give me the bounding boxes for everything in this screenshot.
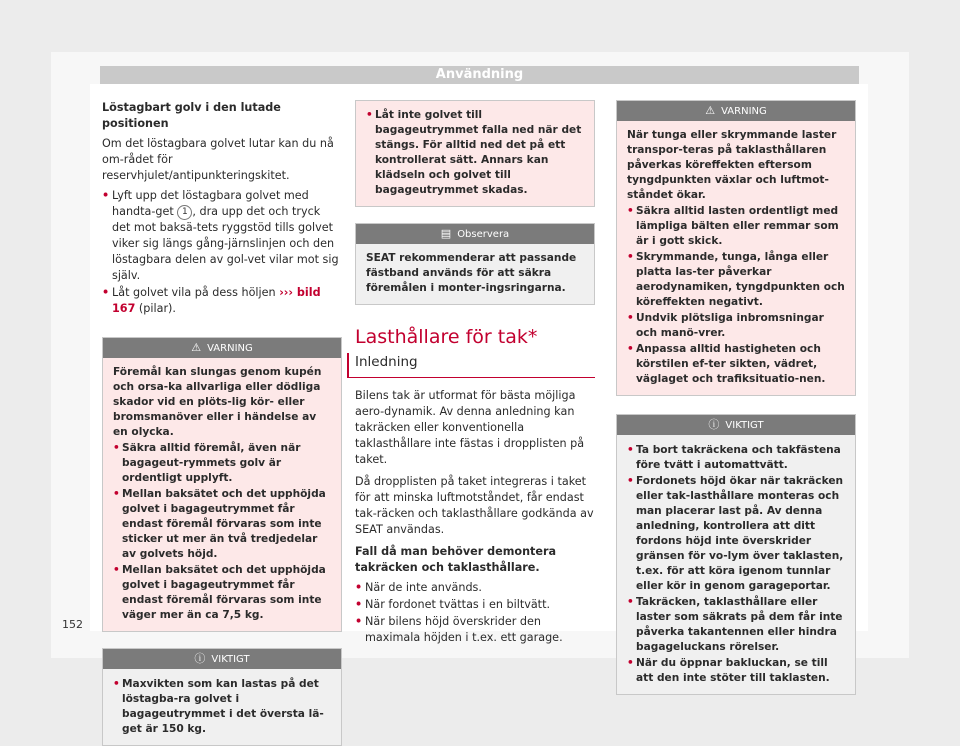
column-left — [102, 100, 342, 746]
important-box — [102, 648, 342, 746]
section-title: Lasthållare för tak* — [355, 326, 538, 348]
info-circle-icon: ⓘ — [194, 652, 206, 665]
info-circle-icon: ⓘ — [708, 418, 720, 431]
warning-bullet: • Mellan baksätet och det upphöjda golvet i bagageutrymmet får endast föremål förvaras som inte väger mer än ca 7,5 kg. — [113, 563, 331, 623]
list-item: • När de inte används. — [355, 580, 595, 596]
important-header — [103, 649, 341, 669]
step-text-after: (pilar). — [138, 302, 176, 315]
important-bullet: • Ta bort takräckena och takfästena före tvätt i automattvätt. — [627, 443, 845, 473]
warning-bullet: • Anpassa alltid hastigheten och körstilen ef-ter sikten, vädret, väglaget och trafiksituatio-nen. — [627, 342, 845, 387]
list-item: • När bilens höjd överskrider den maximala höjden i t.ex. ett garage. — [355, 614, 595, 646]
warning-triangle-icon: ⚠ — [191, 341, 202, 354]
page-header: Användning — [100, 66, 859, 84]
instruction-step-2 — [102, 285, 342, 317]
important-bullet: • När du öppnar bakluckan, se till att den inte stöter till taklasten. — [627, 656, 845, 686]
callout-number: 1 — [177, 205, 192, 220]
step-text-after: , dra upp det och tryck det mot baksä-tets ryggstöd tills golvet viker sig längs gång-järnslinjen och den löstagbara delen av gol-vet vilar mot sig själv. — [112, 205, 339, 282]
warning-title: VARNING — [721, 106, 767, 117]
important-box — [616, 414, 856, 695]
section-subtitle: Inledning — [347, 353, 595, 378]
warning-bullet: • Säkra alltid föremål, även när bagageut-rymmets golv är ordentligt upplyft. — [113, 441, 331, 486]
body-paragraph: Då dropplisten på taket integreras i taket för att minska luftmotståndet, får endast tak-räcken och taklasthållare godkända av SEAT användas. — [355, 475, 594, 536]
warning-box — [616, 100, 856, 396]
note-box — [355, 223, 595, 305]
column-right — [616, 100, 856, 695]
step-text-before: Lyft upp det löstagbara golvet med handta-get — [112, 189, 309, 218]
section-heading: Löstagbart golv i den lutade positionen — [102, 101, 281, 130]
note-icon: ▤ — [440, 227, 452, 240]
warning-bullet: • Låt inte golvet till bagageutrymmet falla ned när det stängs. För alltid ned det på ett kontrollerat sätt. Annars kan klädseln och golvet till bagageutrymmet skadas. — [366, 108, 584, 198]
warning-body — [103, 358, 341, 631]
warning-body — [617, 121, 855, 395]
warning-bullet: • Mellan baksätet och det upphöjda golvet i bagageutrymmet får endast föremål förvaras som inte sticker ut mer än två tredjedelar av golvets höjd. — [113, 487, 331, 562]
warning-header — [617, 101, 855, 121]
instruction-step-1 — [102, 188, 342, 284]
important-title: VIKTIGT — [725, 420, 764, 431]
note-text: SEAT rekommenderar att passande fästband används för att säkra föremålen i monter-ingsringarna. — [366, 252, 577, 294]
figure-reference-link[interactable]: ››› bild 167 — [112, 286, 321, 315]
important-bullet: • Maxvikten som kan lastas på det löstagba-ra golvet i bagageutrymmet i det översta lä-get är 150 kg. — [113, 677, 331, 737]
section-block — [355, 325, 595, 378]
important-header — [617, 415, 855, 435]
note-title: Observera — [457, 229, 510, 240]
page-number: 152 — [62, 618, 83, 631]
note-body — [356, 244, 594, 304]
list-item: • När fordonet tvättas i en biltvätt. — [355, 597, 595, 613]
warning-text: När tunga eller skrymmande laster transpor-teras på taklasthållaren påverkas köreffekten eftersom tyngdpunkten växlar och luftmot-ståndet ökar. — [627, 129, 837, 201]
continued-warning-body — [356, 101, 594, 206]
important-body — [617, 435, 855, 694]
continued-warning-box — [355, 100, 595, 207]
warning-triangle-icon: ⚠ — [705, 104, 716, 117]
important-bullet: • Fordonets höjd ökar när takräcken eller tak-lasthållare monteras och man placerar last på. Av denna anledning, kontrollera att ditt fordons höjd inte överskrider gränsen för vo-lym över taklasten, t.ex. för att köra igenom tunnlar eller kör in genom garageportar. — [627, 474, 845, 594]
intro-paragraph: Om det löstagbara golvet lutar kan du nå om-rådet för reservhjulet/antipunkteringskitet. — [102, 137, 334, 182]
step-text-before: Låt golvet vila på dess höljen — [112, 286, 276, 299]
column-middle — [355, 100, 595, 646]
warning-header — [103, 338, 341, 358]
warning-title: VARNING — [207, 343, 253, 354]
warning-bullet: • Säkra alltid lasten ordentligt med lämpliga bälten eller remmar som är i gott skick. — [627, 204, 845, 249]
body-paragraph: Bilens tak är utformat för bästa möjliga aero-dynamik. Av denna anledning kan takräcken eller konventionella taklasthållare inte fästas i dropplisten på taket. — [355, 389, 585, 466]
note-header — [356, 224, 594, 244]
subheading: Fall då man behöver demontera takräcken och taklasthållare. — [355, 545, 557, 574]
warning-bullet: • Undvik plötsliga inbromsningar och manö-vrer. — [627, 311, 845, 341]
important-title: VIKTIGT — [211, 654, 250, 665]
warning-text: Föremål kan slungas genom kupén och orsa-ka allvarliga eller dödliga skador vid en plöts-lig kör- eller bromsmanöver eller i händelse av en olycka. — [113, 366, 322, 438]
important-body — [103, 669, 341, 745]
warning-box — [102, 337, 342, 632]
warning-bullet: • Skrymmande, tunga, långa eller platta las-ter påverkar aerodynamiken, tyngdpunkten och köreffekten negativt. — [627, 250, 845, 310]
important-bullet: • Takräcken, taklasthållare eller laster som säkrats på dem får inte påverka takantennen eller hindra bagageluckans rörelser. — [627, 595, 845, 655]
